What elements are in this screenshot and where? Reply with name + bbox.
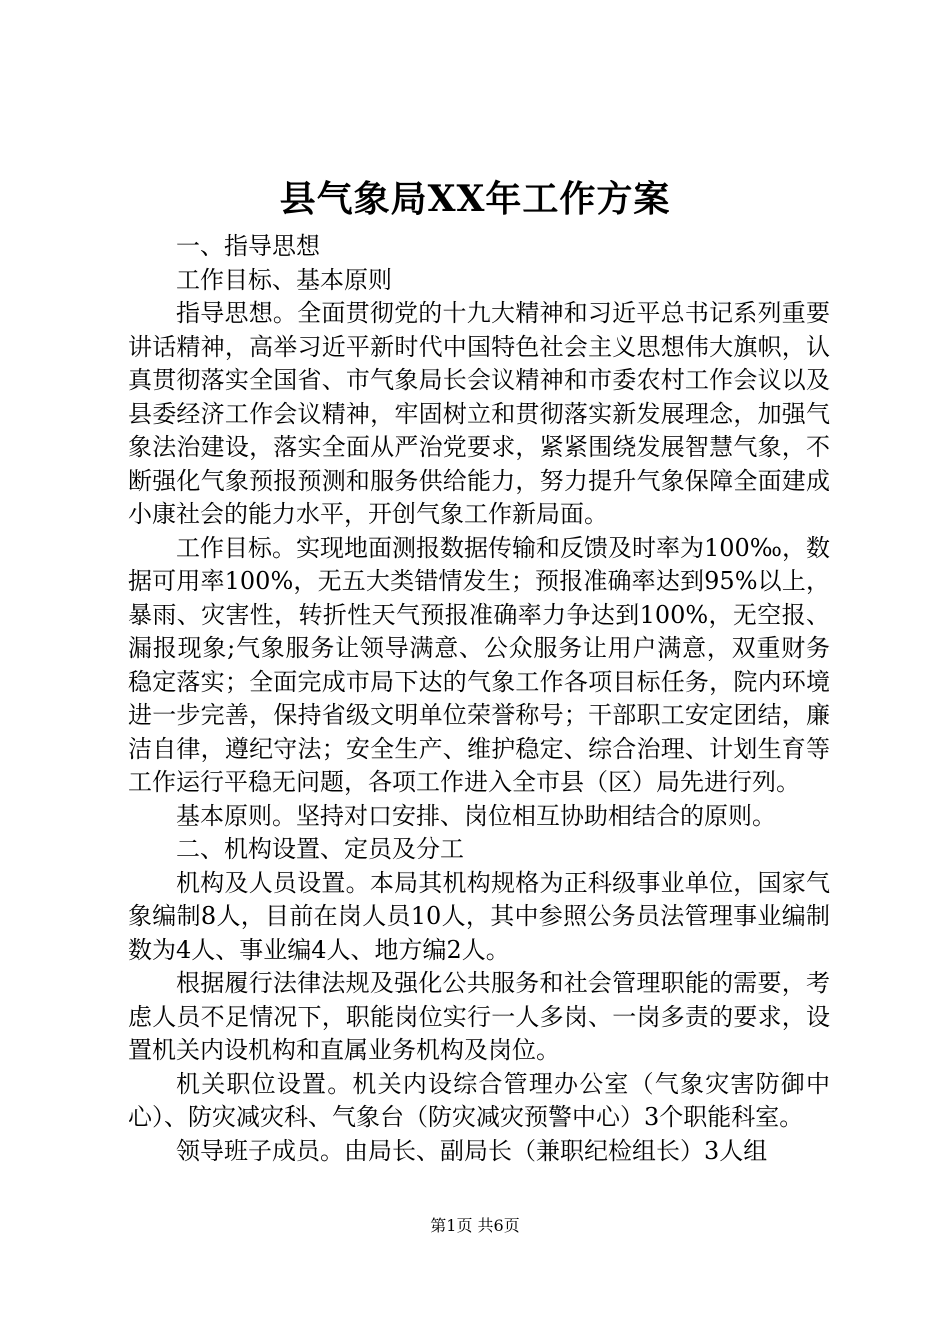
section-heading: 二、机构设置、定员及分工 [176, 835, 464, 863]
paragraph: 领导班子成员。由局长、副局长（兼职纪检组长）3人组 [176, 1136, 768, 1165]
document-body [128, 230, 830, 1168]
paragraph: 机构及人员设置。本局其机构规格为正科级事业单位，国家气象编制8人，目前在岗人员10人，其中参照公务员法管理事业编制数为4人、事业编4人、地方编2人。 [128, 868, 830, 964]
paragraph: 根据履行法律法规及强化公共服务和社会管理职能的需要，考虑人员不足情况下，职能岗位实行一人多岗、一岗多责的要求，设置机关内设机构和直属业务机构及岗位。 [128, 969, 830, 1064]
paragraph: 工作目标。实现地面测报数据传输和反馈及时率为100‰，数据可用率100%，无五大类错情发生；预报准确率达到95%以上，暴雨、灾害性，转折性天气预报准确率力争达到100%，无空报、漏报现象;气象服务让领导满意、公众服务让用户满意，双重财务稳定落实；全面完成市局下达的气象工作各项目标任务，院内环境进一步完善，保持省级文明单位荣誉称号；干部职工安定团结，廉洁自律，遵纪守法；安全生产、维护稳定、综合治理、计划生育等工作运行平稳无问题，各项工作进入全市县（区）局先进行列。 [128, 533, 831, 796]
subheading: 工作目标、基本原则 [176, 265, 392, 294]
document-title: 县气象局XX年工作方案 [279, 178, 671, 220]
section-heading: 一、指导思想 [176, 232, 320, 260]
paragraph: 机关职位设置。机关内设综合管理办公室（气象灾害防御中心）、防灾减灾科、气象台（防灾减灾预警中心）3个职能科室。 [128, 1069, 830, 1131]
page-number-footer: 第1页 共6页 [430, 1216, 520, 1235]
paragraph: 指导思想。全面贯彻党的十九大精神和习近平总书记系列重要讲话精神，高举习近平新时代中国特色社会主义思想伟大旗帜，认真贯彻落实全国省、市气象局长会议精神和市委农村工作会议以及县委经济工作会议精神，牢固树立和贯彻落实新发展理念，加强气象法治建设，落实全面从严治党要求，紧紧围绕发展智慧气象，不断强化气象预报预测和服务供给能力，努力提升气象保障全面建成小康社会的能力水平，开创气象工作新局面。 [128, 299, 830, 528]
paragraph: 基本原则。坚持对口安排、岗位相互协助相结合的原则。 [176, 801, 776, 830]
